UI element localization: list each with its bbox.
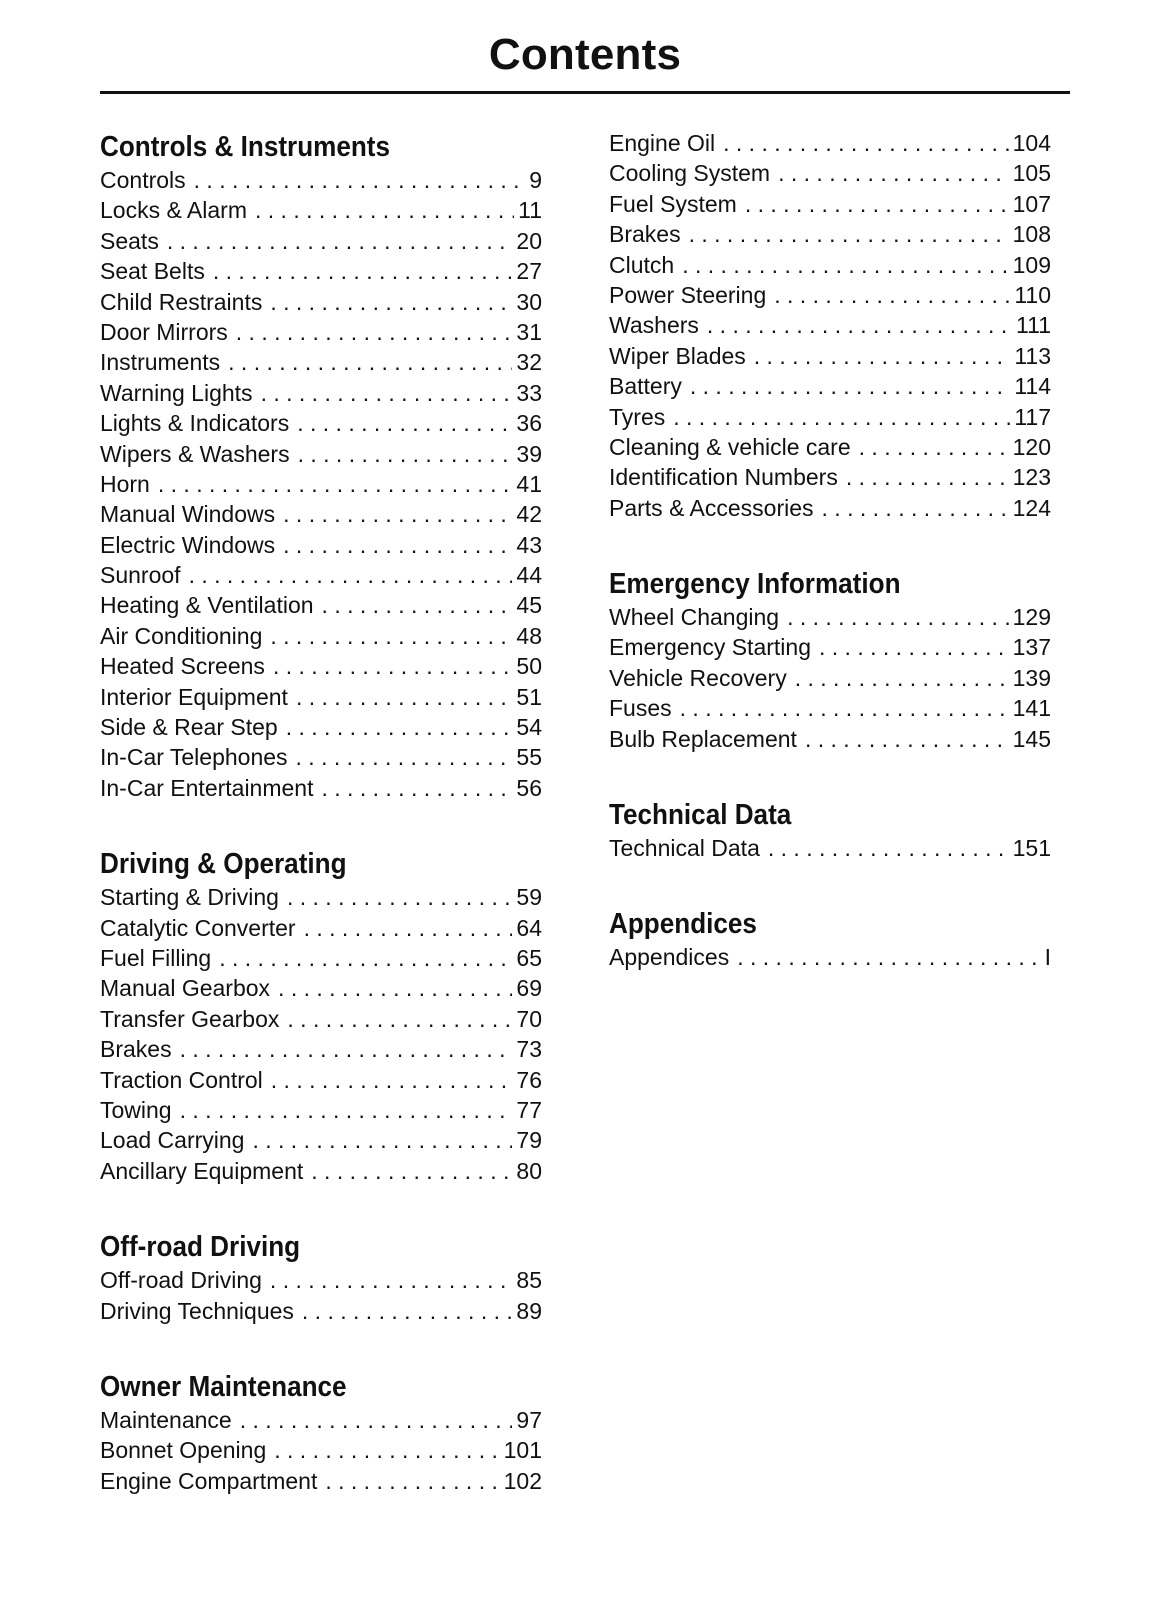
- toc-entry-page-number: 32: [516, 349, 542, 376]
- dot-leader: [297, 408, 512, 438]
- toc-entry-page-number: I: [1044, 944, 1051, 971]
- toc-entry[interactable]: [100, 378, 542, 408]
- toc-entry[interactable]: [609, 632, 1051, 662]
- toc-entry[interactable]: [100, 256, 542, 286]
- toc-entry-page-number: 44: [516, 562, 542, 589]
- toc-entry[interactable]: [100, 560, 542, 590]
- toc-entry[interactable]: [100, 773, 542, 803]
- toc-entry[interactable]: [100, 499, 542, 529]
- toc-entry-label: Transfer Gearbox: [100, 1005, 280, 1032]
- toc-entry-label: Tyres: [609, 403, 666, 430]
- toc-entry-page-number: 69: [516, 975, 542, 1002]
- toc-entry-page-number: 120: [1012, 433, 1051, 460]
- dot-leader: [240, 1405, 513, 1435]
- toc-entry-page-number: 39: [516, 440, 542, 467]
- toc-entry-page-number: 30: [516, 288, 542, 315]
- toc-entry-label: Off-road Driving: [100, 1267, 262, 1294]
- dot-leader: [180, 1095, 513, 1125]
- dot-leader: [213, 256, 513, 286]
- toc-entry-label: Washers: [609, 312, 699, 339]
- toc-entry-label: Brakes: [100, 1036, 172, 1063]
- toc-entry-label: Sunroof: [100, 562, 181, 589]
- dot-leader: [270, 1265, 512, 1295]
- toc-entry[interactable]: [100, 1004, 542, 1034]
- toc-entry-page-number: 109: [1012, 251, 1051, 278]
- toc-entry-label: Identification Numbers: [609, 464, 838, 491]
- toc-entry[interactable]: [100, 621, 542, 651]
- dot-leader: [189, 560, 513, 590]
- toc-entry[interactable]: [609, 341, 1051, 371]
- dot-leader: [194, 165, 526, 195]
- dot-leader: [219, 943, 512, 973]
- toc-entry-label: Catalytic Converter: [100, 914, 296, 941]
- toc-entry[interactable]: [100, 287, 542, 317]
- dot-leader: [805, 724, 1009, 754]
- toc-entry[interactable]: [100, 347, 542, 377]
- toc-section-continued: [609, 128, 1051, 523]
- dot-leader: [274, 1435, 499, 1465]
- toc-entry-page-number: 9: [529, 167, 542, 193]
- toc-entry[interactable]: [100, 682, 542, 712]
- toc-entry[interactable]: [100, 530, 542, 560]
- toc-entry[interactable]: [100, 1034, 542, 1064]
- toc-entry-page-number: 101: [503, 1437, 542, 1464]
- dot-leader: [273, 651, 512, 681]
- toc-entry-page-number: 42: [516, 501, 542, 528]
- toc-entry-label: Manual Gearbox: [100, 975, 271, 1002]
- dot-leader: [737, 942, 1040, 972]
- toc-entry-label: Interior Equipment: [100, 683, 288, 710]
- toc-entry-page-number: 107: [1012, 190, 1051, 217]
- toc-entry[interactable]: [609, 724, 1051, 754]
- toc-entry[interactable]: [100, 1296, 542, 1326]
- dot-leader: [723, 128, 1009, 158]
- toc-entry[interactable]: [100, 1156, 542, 1186]
- toc-entry[interactable]: [100, 1466, 542, 1496]
- toc-section-driving-and-operating: [100, 845, 542, 1186]
- dot-leader: [690, 371, 1010, 401]
- section-heading: Technical Data: [609, 799, 792, 832]
- dot-leader: [787, 602, 1009, 632]
- toc-entry-label: Cleaning & vehicle care: [609, 433, 851, 460]
- toc-entry-label: Air Conditioning: [100, 622, 263, 649]
- toc-entry-page-number: 151: [1012, 835, 1051, 862]
- dot-leader: [673, 402, 1010, 432]
- toc-entry-page-number: 117: [1014, 403, 1051, 430]
- dot-leader: [768, 833, 1009, 863]
- dot-leader: [680, 693, 1009, 723]
- toc-entry[interactable]: [100, 1265, 542, 1295]
- toc-entry[interactable]: [609, 432, 1051, 462]
- dot-leader: [302, 1296, 513, 1326]
- toc-entry[interactable]: [100, 165, 542, 195]
- contents-column-right: [609, 128, 1051, 1015]
- toc-section-appendices: [609, 905, 1051, 972]
- toc-entry[interactable]: [609, 371, 1051, 401]
- toc-section-controls-and-instruments: [100, 128, 542, 803]
- toc-entry-label: Heating & Ventilation: [100, 592, 314, 619]
- toc-section-technical-data: [609, 796, 1051, 863]
- toc-entry-page-number: 54: [516, 714, 542, 741]
- toc-entry-page-number: 41: [516, 470, 542, 497]
- toc-entry[interactable]: [609, 158, 1051, 188]
- toc-entry-page-number: 80: [516, 1157, 542, 1184]
- toc-entry-page-number: 102: [503, 1467, 542, 1494]
- toc-entry-page-number: 113: [1014, 342, 1051, 369]
- toc-entry-label: Appendices: [609, 944, 730, 971]
- toc-entry[interactable]: [100, 408, 542, 438]
- toc-entry-page-number: 139: [1012, 664, 1051, 691]
- dot-leader: [228, 347, 512, 377]
- toc-entry[interactable]: [100, 590, 542, 620]
- dot-leader: [180, 1034, 513, 1064]
- toc-entry-label: Engine Oil: [609, 130, 716, 156]
- toc-entry-page-number: 59: [516, 884, 542, 911]
- toc-entry[interactable]: [100, 651, 542, 681]
- toc-entry-label: Engine Compartment: [100, 1467, 318, 1494]
- dot-leader: [778, 158, 1009, 188]
- toc-entry-label: Controls: [100, 167, 186, 193]
- toc-entry-label: Locks & Alarm: [100, 197, 247, 224]
- toc-entry[interactable]: [609, 402, 1051, 432]
- dot-leader: [321, 773, 512, 803]
- toc-entry-label: Lights & Indicators: [100, 410, 290, 437]
- toc-entry[interactable]: [609, 833, 1051, 863]
- toc-entry-label: Horn: [100, 470, 150, 497]
- toc-entry-page-number: 56: [516, 774, 542, 801]
- dot-leader: [795, 663, 1009, 693]
- toc-entry-page-number: 85: [516, 1267, 542, 1294]
- toc-entry-page-number: 123: [1012, 464, 1051, 491]
- toc-entry[interactable]: [100, 973, 542, 1003]
- toc-section-emergency-information: [609, 565, 1051, 754]
- toc-entry-label: Wipers & Washers: [100, 440, 290, 467]
- toc-entry-label: Instruments: [100, 349, 221, 376]
- toc-entry-page-number: 124: [1012, 494, 1051, 521]
- toc-entry[interactable]: [100, 1405, 542, 1435]
- toc-entry-label: Electric Windows: [100, 531, 276, 558]
- toc-entry[interactable]: [100, 469, 542, 499]
- toc-entry-label: Bulb Replacement: [609, 725, 797, 752]
- section-heading: Driving & Operating: [100, 848, 347, 881]
- toc-entry-label: Technical Data: [609, 835, 760, 862]
- toc-entry-page-number: 97: [516, 1406, 542, 1433]
- toc-entry-label: Seat Belts: [100, 258, 205, 285]
- toc-entry-page-number: 129: [1012, 604, 1051, 631]
- dot-leader: [255, 195, 514, 225]
- toc-entry-page-number: 105: [1012, 160, 1051, 187]
- toc-section-off-road-driving: [100, 1228, 542, 1326]
- toc-entry-label: Towing: [100, 1096, 172, 1123]
- toc-entry-label: Vehicle Recovery: [609, 664, 787, 691]
- toc-entry-page-number: 111: [1016, 312, 1051, 339]
- toc-entry-page-number: 20: [516, 227, 542, 254]
- toc-entry[interactable]: [609, 462, 1051, 492]
- toc-entry-page-number: 43: [516, 531, 542, 558]
- toc-entry[interactable]: [609, 280, 1051, 310]
- toc-entry[interactable]: [100, 1435, 542, 1465]
- dot-leader: [252, 1125, 512, 1155]
- dot-leader: [682, 250, 1008, 280]
- toc-entry-page-number: 33: [516, 379, 542, 406]
- toc-entry[interactable]: [100, 226, 542, 256]
- toc-entry-label: Fuel System: [609, 190, 737, 217]
- toc-entry-page-number: 104: [1012, 130, 1051, 156]
- toc-entry-label: Maintenance: [100, 1406, 232, 1433]
- toc-entry-label: In-Car Telephones: [100, 744, 288, 771]
- toc-entry[interactable]: [609, 602, 1051, 632]
- toc-entry-page-number: 145: [1012, 725, 1051, 752]
- toc-entry-label: Warning Lights: [100, 379, 253, 406]
- toc-entry-label: Battery: [609, 373, 682, 400]
- toc-entry-page-number: 79: [516, 1127, 542, 1154]
- toc-entry-label: Cooling System: [609, 160, 771, 187]
- dot-leader: [689, 219, 1009, 249]
- toc-entry-page-number: 11: [518, 197, 542, 224]
- toc-entry[interactable]: [609, 310, 1051, 340]
- dot-leader: [167, 226, 513, 256]
- dot-leader: [236, 317, 513, 347]
- dot-leader: [745, 189, 1009, 219]
- dot-leader: [819, 632, 1009, 662]
- section-heading: Controls & Instruments: [100, 131, 391, 163]
- toc-entry-page-number: 51: [516, 683, 542, 710]
- toc-entry-label: Manual Windows: [100, 501, 276, 528]
- dot-leader: [846, 462, 1009, 492]
- contents-column-left: [100, 128, 542, 1538]
- toc-entry-label: Wheel Changing: [609, 604, 780, 631]
- dot-leader: [296, 742, 513, 772]
- toc-entry-label: Clutch: [609, 251, 675, 278]
- toc-entry-page-number: 73: [516, 1036, 542, 1063]
- dot-leader: [298, 439, 513, 469]
- dot-leader: [822, 493, 1009, 523]
- toc-entry[interactable]: [609, 128, 1051, 158]
- toc-entry[interactable]: [100, 913, 542, 943]
- section-heading: Owner Maintenance: [100, 1370, 347, 1403]
- toc-entry-label: Wiper Blades: [609, 342, 746, 369]
- toc-entry[interactable]: [609, 693, 1051, 723]
- dot-leader: [311, 1156, 512, 1186]
- toc-entry[interactable]: [100, 742, 542, 772]
- dot-leader: [774, 280, 1010, 310]
- toc-entry-label: Brakes: [609, 221, 681, 248]
- toc-entry-page-number: 36: [516, 410, 542, 437]
- dot-leader: [325, 1466, 499, 1496]
- toc-entry[interactable]: [100, 195, 542, 225]
- toc-entry-page-number: 50: [516, 653, 542, 680]
- toc-entry-page-number: 137: [1012, 634, 1051, 661]
- toc-entry[interactable]: [609, 663, 1051, 693]
- toc-entry-label: Power Steering: [609, 281, 767, 308]
- toc-entry-label: Seats: [100, 227, 159, 254]
- toc-entry[interactable]: [100, 712, 542, 742]
- toc-entry[interactable]: [609, 493, 1051, 523]
- toc-entry-label: Child Restraints: [100, 288, 263, 315]
- dot-leader: [283, 530, 512, 560]
- section-heading: Emergency Information: [609, 568, 901, 601]
- toc-entry[interactable]: [609, 219, 1051, 249]
- toc-entry[interactable]: [100, 1095, 542, 1125]
- toc-entry[interactable]: [100, 943, 542, 973]
- toc-entry[interactable]: [609, 942, 1051, 972]
- dot-leader: [158, 469, 513, 499]
- page-title: Contents: [488, 30, 682, 79]
- toc-entry-page-number: 141: [1012, 695, 1051, 722]
- dot-leader: [707, 310, 1012, 340]
- toc-entry-page-number: 89: [516, 1297, 542, 1324]
- toc-entry-label: Starting & Driving: [100, 884, 279, 911]
- toc-entry-page-number: 108: [1012, 221, 1051, 248]
- dot-leader: [754, 341, 1011, 371]
- toc-entry-page-number: 45: [516, 592, 542, 619]
- dot-leader: [261, 378, 513, 408]
- dot-leader: [296, 682, 512, 712]
- toc-entry-label: Emergency Starting: [609, 634, 811, 661]
- toc-entry-label: Driving Techniques: [100, 1297, 294, 1324]
- toc-section-owner-maintenance: [100, 1368, 542, 1496]
- dot-leader: [322, 590, 513, 620]
- toc-entry-label: Load Carrying: [100, 1127, 245, 1154]
- section-heading: Off-road Driving: [100, 1231, 301, 1264]
- toc-entry[interactable]: [100, 882, 542, 912]
- dot-leader: [287, 1004, 512, 1034]
- toc-entry-page-number: 77: [516, 1096, 542, 1123]
- toc-entry-page-number: 27: [516, 258, 542, 285]
- dot-leader: [287, 882, 512, 912]
- title-divider: [100, 91, 1070, 94]
- toc-entry-label: Door Mirrors: [100, 318, 228, 345]
- toc-entry-label: Traction Control: [100, 1066, 263, 1093]
- toc-entry-page-number: 110: [1014, 281, 1051, 308]
- section-heading: Appendices: [609, 908, 757, 941]
- toc-entry-label: Side & Rear Step: [100, 714, 278, 741]
- toc-entry-label: In-Car Entertainment: [100, 774, 314, 801]
- toc-entry-label: Bonnet Opening: [100, 1437, 267, 1464]
- toc-entry-label: Fuses: [609, 695, 672, 722]
- toc-entry-page-number: 31: [516, 318, 542, 345]
- toc-entry-page-number: 55: [516, 744, 542, 771]
- toc-entry[interactable]: [100, 439, 542, 469]
- toc-entry-label: Parts & Accessories: [609, 494, 814, 521]
- dot-leader: [270, 621, 512, 651]
- toc-entry[interactable]: [100, 1125, 542, 1155]
- toc-entry-page-number: 76: [516, 1066, 542, 1093]
- dot-leader: [278, 973, 512, 1003]
- toc-entry-page-number: 114: [1014, 373, 1051, 400]
- dot-leader: [859, 432, 1009, 462]
- toc-entry-label: Ancillary Equipment: [100, 1157, 304, 1184]
- dot-leader: [270, 287, 512, 317]
- toc-entry-page-number: 64: [516, 914, 542, 941]
- dot-leader: [271, 1065, 513, 1095]
- toc-entry-page-number: 65: [516, 944, 542, 971]
- toc-entry-page-number: 70: [516, 1005, 542, 1032]
- toc-entry[interactable]: [100, 317, 542, 347]
- dot-leader: [283, 499, 512, 529]
- toc-entry[interactable]: [100, 1065, 542, 1095]
- toc-entry-label: Heated Screens: [100, 653, 265, 680]
- toc-entry-page-number: 48: [516, 622, 542, 649]
- dot-leader: [304, 913, 513, 943]
- toc-entry[interactable]: [609, 250, 1051, 280]
- toc-entry[interactable]: [609, 189, 1051, 219]
- toc-entry-label: Fuel Filling: [100, 944, 212, 971]
- dot-leader: [286, 712, 513, 742]
